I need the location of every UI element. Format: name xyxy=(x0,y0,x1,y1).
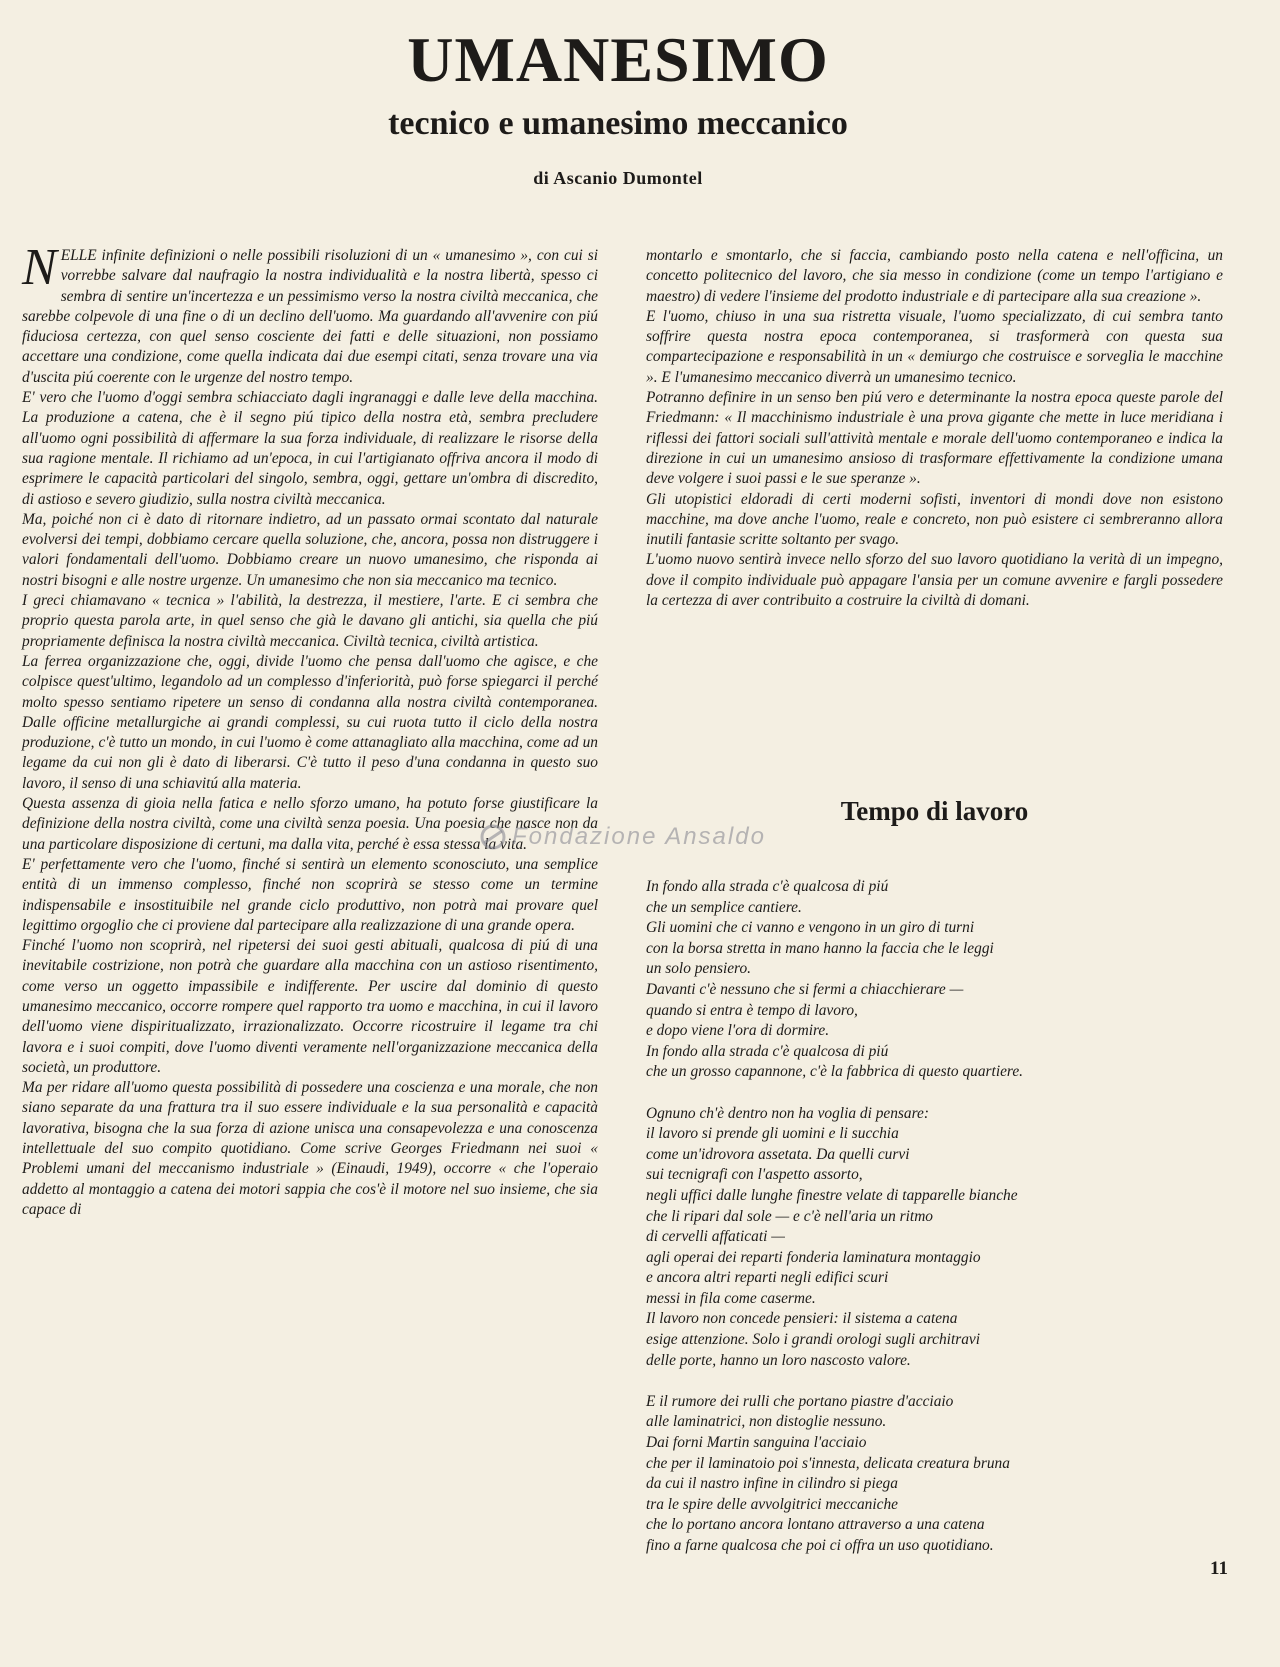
poem-line: Ognuno ch'è dentro non ha voglia di pensare: xyxy=(646,1104,929,1122)
poem-line: che per il laminatoio poi s'innesta, delicata creatura bruna xyxy=(646,1454,1010,1472)
poem-line: come un'idrovora assetata. Da quelli curvi xyxy=(646,1145,910,1163)
ansaldo-logo-icon xyxy=(478,822,508,852)
poem-line: da cui il nastro infine in cilindro si piega xyxy=(646,1475,898,1493)
paragraph: Ma per ridare all'uomo questa possibilità di possedere una coscienza e una morale, che non siano separate da una frattura tra il suo essere individuale e la sua personalità e capacità lavorativa, bisogna che la sua forza di azione unisca una consapevolezza e una conoscenza intellettuale del suo compito quotidiano. Come scrive Georges Friedmann nei suoi « Problemi umani del meccanismo industriale » (Einaudi, 1949), occorre « che l'operaio addetto al montaggio a catena dei motori sappia che cos'è il motore nel suo insieme, che sia capace di xyxy=(22,1079,598,1218)
poem-line: di cervelli affaticati — xyxy=(646,1228,785,1246)
poem-line: Il lavoro non concede pensieri: il sistema a catena xyxy=(646,1310,958,1328)
paragraph: Finché l'uomo non scoprirà, nel ripetersi dei suoi gesti abituali, qualcosa di piú di una inevitabile costrizione, non potrà che guardare alla macchina con un astioso risentimento, come verso un oggetto impassibile e indifferente. Per uscire dal dominio di questo umanesimo meccanico, occorre rompere quel rapporto tra uomo e macchina, in cui il lavoro dell'uomo viene dispiritualizzato, irrazionalizzato. Occorre ricostruire il legame tra chi lavora e i suoi compiti, dove l'uomo diventi veramente nell'organizzazione meccanica della società, un produttore. xyxy=(22,937,598,1076)
poem-line: Davanti c'è nessuno che si fermi a chiacchierare — xyxy=(646,980,964,998)
paragraph: E' vero che l'uomo d'oggi sembra schiacciato dagli ingranaggi e dalle leve della macchina. La produzione a catena, che è il segno piú tipico della nostra età, sembra precludere all'uomo ogni possibilità di affermare la sua forza individuale, di realizzare le risorse della sua ragione mentale. Il richiamo ad un'epoca, in cui l'artigianato offriva ancora il modo di esprimere le capacità particolari del singolo, sembra, oggi, gettare un'ombra di discredito, di astioso e severo giudizio, sulla nostra civiltà meccanica. xyxy=(22,389,598,508)
poem-line: tra le spire delle avvolgitrici meccaniche xyxy=(646,1495,899,1513)
poem-line: esige attenzione. Solo i grandi orologi sugli architravi xyxy=(646,1331,981,1349)
article-subtitle: tecnico e umanesimo meccanico xyxy=(388,105,848,142)
poem-line: Dai forni Martin sanguina l'acciaio xyxy=(646,1434,867,1452)
paragraph: Gli utopistici eldoradi di certi moderni sofisti, inventori di mondi dove non esistono macchine, ma dove anche l'uomo, reale e concreto, non può esistere ci sembreranno allora inutili fantasie scritte soltanto per svago. xyxy=(646,490,1223,549)
poem-line: e dopo viene l'ora di dormire. xyxy=(646,1022,830,1040)
page-number: 11 xyxy=(1210,1558,1228,1579)
paragraph: La ferrea organizzazione che, oggi, divide l'uomo che pensa dall'uomo che agisce, e che colpisce quest'ultimo, legandolo ad un complesso d'inferiorità, può forse spiegarci il perché molto spesso sentiamo ripetere un senso di condanna alla nostra civiltà contemporanea. Dalle officine metallurgiche ai grandi complessi, su cui ruota tutto il ciclo della nostra produzione, c'è tutto un mondo, in cui l'uomo è come attanagliato alla macchina, come ad un legame da cui non gli è dato di liberarsi. C'è tutto il peso d'una condanna in questo suo lavoro, il senso di una schiavitú alla materia. xyxy=(22,652,598,792)
poem-line: negli uffici dalle lunghe finestre velate di tapparelle bianche xyxy=(646,1186,1018,1204)
poem-line: In fondo alla strada c'è qualcosa di piú xyxy=(646,878,889,895)
poem-line: che un grosso capannone, c'è la fabbrica di questo quartiere. xyxy=(646,1063,1024,1081)
poem-line: che un semplice cantiere. xyxy=(646,898,802,916)
poem-line: fino a farne qualcosa che poi ci offra un uso quotidiano. xyxy=(646,1537,994,1554)
poem-line: che li ripari dal sole — e c'è nell'aria un ritmo xyxy=(646,1207,934,1225)
paragraph: E' perfettamente vero che l'uomo, finché si sentirà un elemento sconosciuto, una semplice entità di un immenso complesso, finché non scoprirà se stesso come un termine indispensabile e insostituibile nel grande ciclo produttivo, non potrà mai provare quel legittimo orgoglio che ci proviene dal partecipare alla realizzazione di una grande opera. xyxy=(22,855,598,934)
article-byline: di Ascanio Dumontel xyxy=(533,168,703,188)
poem-line: un solo pensiero. xyxy=(646,960,752,978)
paragraph: L'uomo nuovo sentirà invece nello sforzo del suo lavoro quotidiano la verità di un impegno, dove il compito individuale può appagare l'ansia per un comune avvenire e fargli possedere la certezza di aver contribuito a costruire la civiltà di domani. xyxy=(646,551,1223,610)
poem-line: quando si entra è tempo di lavoro, xyxy=(646,1001,858,1019)
poem-line: sui tecnigrafi con l'aspetto assorto, xyxy=(646,1166,863,1184)
poem-line: Gli uomini che ci vanno e vengono in un giro di turni xyxy=(646,919,975,937)
paragraph: Ma, poiché non ci è dato di ritornare indietro, ad un passato ormai scontato dal naturale evolversi dei tempi, dobbiamo cercare quella soluzione, che, ancora, possa non distruggere i valori fondamentali dell'uomo. Dobbiamo creare un nuovo umanesimo, che risponda ai nostri bisogni e alle nostre urgenze. Un umanesimo che non sia meccanico ma tecnico. xyxy=(22,510,598,589)
drop-cap: N xyxy=(22,239,57,296)
poem-line: con la borsa stretta in mano hanno la faccia che le leggi xyxy=(646,939,994,957)
poem-line: e ancora altri reparti negli edifici scuri xyxy=(646,1269,889,1287)
right-text-column xyxy=(646,246,1223,611)
poem-line: messi in fila come caserme. xyxy=(646,1289,816,1307)
poem-stanza xyxy=(646,1104,1246,1372)
poem-line: alle laminatrici, non distoglie nessuno. xyxy=(646,1413,887,1431)
paragraph: NELLE infinite definizioni o nelle possibili risoluzioni di un « umanesimo », con cui si vorrebbe salvare dal naufragio la nostra individualità e la nostra libertà, spesso ci sembra di sentire un'incertezza e un pessimismo verso la nostra civiltà meccanica, che sarebbe colpevole di una fine o di un declino dell'uomo. Ma guardando all'avvenire con piú fiduciosa certezza, con quel senso cosciente dei fatti e delle situazioni, non possiamo accettare una condizione, come quella indicata dai due esempi citati, senza trovare una via d'uscita piú coerente con le urgenze del nostro tempo. xyxy=(22,239,598,386)
poem-line: il lavoro si prende gli uomini e li succhia xyxy=(646,1125,899,1143)
poem-line: E il rumore dei rulli che portano piastre d'acciaio xyxy=(646,1392,954,1410)
poem-line: delle porte, hanno un loro nascosto valore. xyxy=(646,1351,911,1369)
poem xyxy=(646,877,1246,1577)
paragraph: E l'uomo, chiuso in una sua ristretta visuale, l'uomo specializzato, di cui sembra tanto soffrire questa nostra epoca contemporanea, si trasformerà con questa sua compartecipazione e responsabilità in un « demiurgo che costruisce e sorveglia le macchine ». E l'umanesimo meccanico diverrà un umanesimo tecnico. xyxy=(646,307,1223,386)
paragraph: montarlo e smontarlo, che si faccia, cambiando posto nella catena e nell'officina, un concetto politecnico del lavoro, che sia messo in condizione (come un tempo l'artigiano e maestro) di vedere l'insieme del prodotto industriale e di partecipare alla sua creazione ». xyxy=(646,247,1223,305)
paragraph: Potranno definire in un senso ben piú vero e determinante la nostra epoca queste parole del Friedmann: « Il macchinismo industriale è una prova gigante che mette in luce meridiana i riflessi dei fattori sociali sull'attività mentale e morale dell'uomo contemporaneo e indica la direzione in cui un umanesimo ansioso di trasformare effettivamente la condizione umana deve volgere i suoi passi e le sue speranze ». xyxy=(646,389,1223,488)
paragraph: Questa assenza di gioia nella fatica e nello sforzo umano, ha potuto forse giustificare la definizione della nostra civiltà, come una civiltà senza poesia. Una poesia che nasce non da una particolare disposizione di certuni, ma dalla vita, perché è essa stessa la vita. xyxy=(22,795,598,853)
poem-stanza xyxy=(646,1392,1246,1557)
poem-line: agli operai dei reparti fonderia laminatura montaggio xyxy=(646,1248,981,1266)
left-text-column xyxy=(22,239,598,1220)
poem-line: che lo portano ancora lontano attraverso a una catena xyxy=(646,1516,985,1534)
poem-line: In fondo alla strada c'è qualcosa di piú xyxy=(646,1042,889,1060)
poem-stanza xyxy=(646,877,1246,1083)
poem-title: Tempo di lavoro xyxy=(840,796,1029,826)
paragraph: I greci chiamavano « tecnica » l'abilità, la destrezza, il mestiere, l'arte. E ci sembra che proprio questa parola arte, in quel senso che già le davano gli antichi, sia quella che piú propriamente definisca la nostra civiltà meccanica. Civiltà tecnica, civiltà artistica. xyxy=(22,592,598,650)
article-title: UMANESIMO xyxy=(407,24,829,95)
watermark xyxy=(478,822,766,852)
watermark-text: Fondazione Ansaldo xyxy=(512,823,766,850)
